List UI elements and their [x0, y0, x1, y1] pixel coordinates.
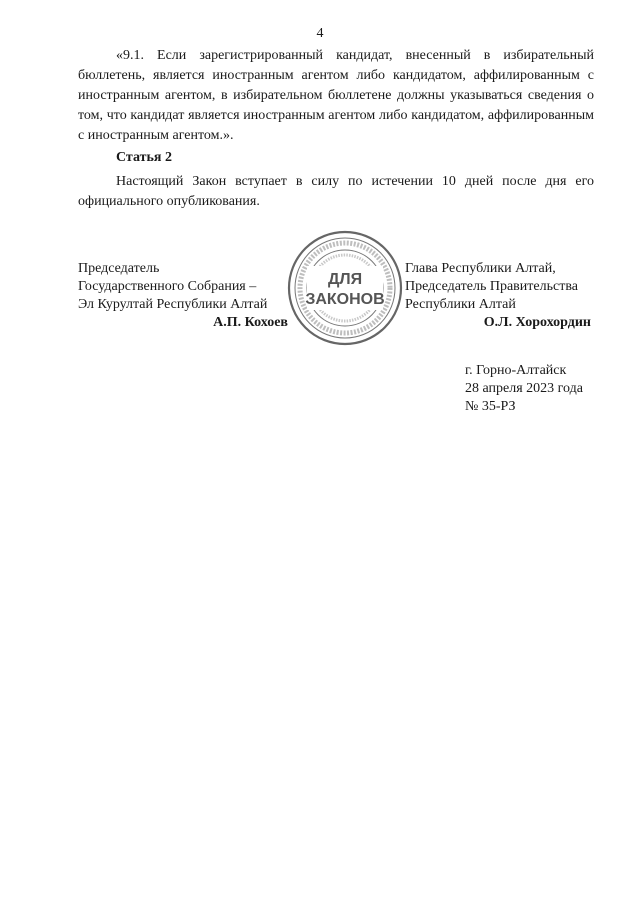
city: г. Горно-Алтайск: [465, 363, 567, 378]
stamp-text-line-2: ЗАКОНОВ: [305, 291, 385, 308]
date: 28 апреля 2023 года: [465, 381, 583, 396]
stamp-seal-icon: [285, 228, 405, 348]
signatory-title-line-3: Эл Курултай Республики Алтай: [78, 297, 268, 312]
signature-block-head: [405, 260, 595, 332]
article-paragraph-9-1: «9.1. Если зарегистрированный кандидат, внесенный в избирательный бюллетень, является иностранным агентом либо кандидатом, аффилированным с иностранным агентом, в избирательном бюллетене должны указываться сведения о том, что кандидат является иностранным агентом либо кандидатом, аффилированным с иностранным агентом.».: [78, 48, 594, 143]
signatory-title-line-3: Республики Алтай: [405, 297, 516, 312]
signatory-title-line-1: Председатель: [78, 261, 160, 276]
page-number: 4: [316, 26, 324, 41]
article-2-paragraph: Настоящий Закон вступает в силу по истечении 10 дней после дня его официального опубликования.: [78, 174, 594, 209]
signatory-name: О.Л. Хорохордин: [483, 315, 591, 330]
stamp-text-line-1: ДЛЯ: [327, 271, 363, 288]
signature-block-chairman: [78, 260, 288, 332]
signatory-title-line-2: Председатель Правительства: [405, 279, 578, 294]
signatory-title-line-1: Глава Республики Алтай,: [405, 261, 556, 276]
signatory-name: А.П. Кохоев: [213, 315, 288, 330]
article-2-heading: Статья 2: [116, 150, 172, 165]
law-number: № 35-РЗ: [465, 399, 516, 414]
signatory-title-line-2: Государственного Собрания –: [78, 279, 257, 294]
place-date-block: [465, 362, 583, 416]
